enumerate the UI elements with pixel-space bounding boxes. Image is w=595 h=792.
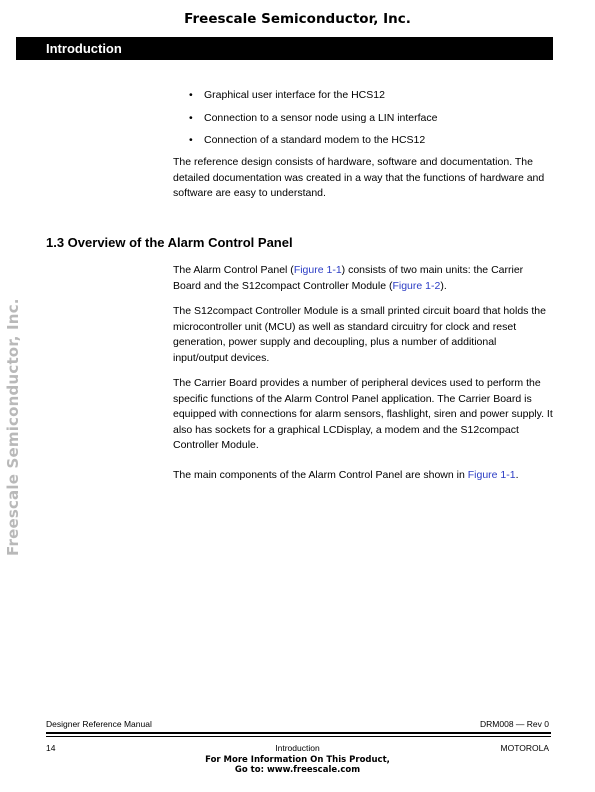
overview-paragraph-2: The S12compact Controller Module is a small printed circuit board that holds the microcontroller unit (MCU) as well as standard circuitry for clock and reset generation, power supply and decoupling, plus a number of additional input/output devices. [173,305,546,364]
overview-paragraph-1: The Alarm Control Panel (Figure 1-1) consists of two main units: the Carrier Board and the S12compact Controller Module (Figure 1-2). [173,264,524,292]
footer-doc-rev: DRM008 — Rev 0 [480,719,549,729]
page-header-company: Freescale Semiconductor, Inc. [184,11,411,27]
figure-1-2-link[interactable]: Figure 1-2 [392,279,441,292]
overview-paragraph-3: The Carrier Board provides a number of peripheral devices used to perform the specific functions of the Alarm Control Panel application. The Carrier Board is equipped with connections for alarm sensors, flashlight, siren and power supply. It also has sockets for a graphical LCDisplay, a modem and the S12compact Controller Module. [173,377,553,451]
section-bar-label: Introduction [46,41,122,56]
list-item: • Graphical user interface for the HCS12 [189,89,385,101]
footer-rule-thick [46,732,551,734]
footer-chapter: Introduction [275,743,320,753]
figure-1-1-link[interactable]: Figure 1-1 [467,469,516,481]
footer-info-line-1: For More Information On This Product, [205,755,390,765]
bullet-icon: • [189,89,193,101]
intro-paragraph: The reference design consists of hardware, software and documentation. The detailed documentation was created in a way that the functions of hardware and software are easy to understand. [173,156,545,199]
list-item: • Connection of a standard modem to the HCS12 [189,134,426,146]
footer-company: MOTOROLA [500,743,549,753]
bullet-icon: • [189,134,193,146]
feature-bullet-list [189,89,437,157]
footer-rule-thin [46,736,551,737]
footer-manual-title: Designer Reference Manual [46,719,152,729]
footer-page-number: 14 [46,743,56,753]
bullet-icon: • [189,111,193,124]
footer-info-line-2: Go to: www.freescale.com [234,765,361,775]
overview-paragraph-4: The main components of the Alarm Control Panel are shown in Figure 1-1. [173,469,519,481]
list-item: • Connection to a sensor node using a LIN interface [189,111,438,124]
figure-1-1-link[interactable]: Figure 1-1 [293,264,342,276]
section-heading: 1.3 Overview of the Alarm Control Panel [46,235,293,250]
side-watermark: Freescale Semiconductor, Inc. [4,298,22,556]
